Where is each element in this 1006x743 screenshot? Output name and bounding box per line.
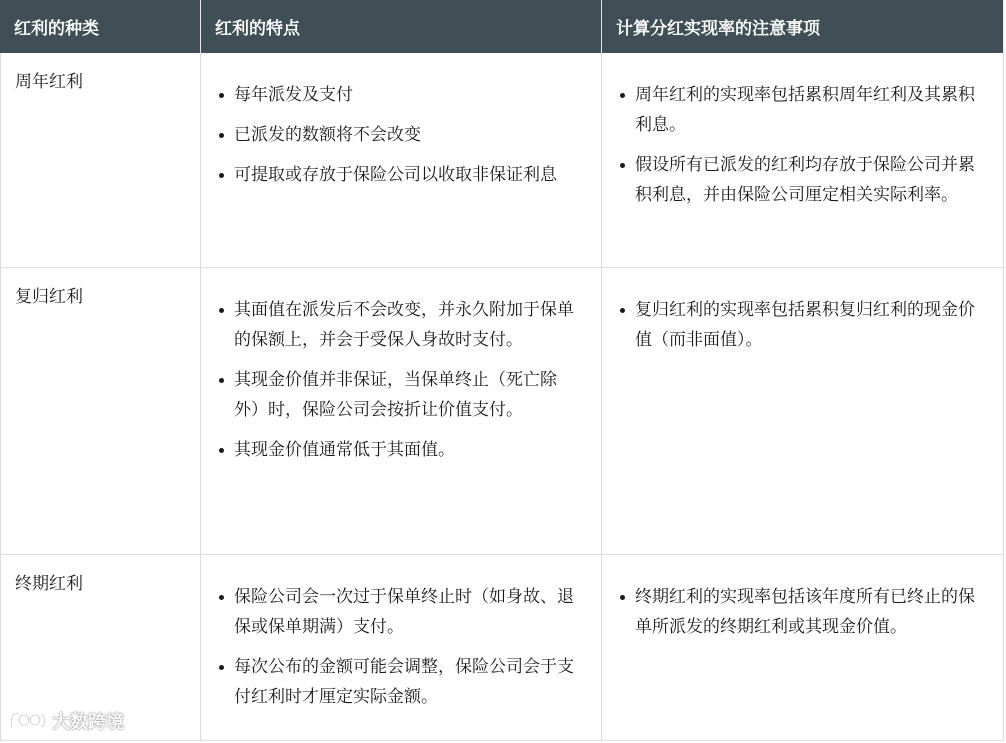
row-annual-features xyxy=(201,53,602,268)
list-item: 其现金价值并非保证，当保单终止（死亡除外）时，保险公司会按折让价值支付。 xyxy=(215,365,577,425)
row-terminal-features xyxy=(201,555,602,741)
row-terminal-type: 终期红利 xyxy=(0,555,201,741)
watermark xyxy=(8,708,124,734)
row-terminal-notes xyxy=(602,555,1004,741)
bullet-icon xyxy=(215,160,234,190)
bullet-icon xyxy=(215,80,234,110)
list-item: 已派发的数额将不会改变 xyxy=(215,120,577,150)
bullet-icon xyxy=(215,120,234,150)
list-item: 每年派发及支付 xyxy=(215,80,577,110)
list-item: 保险公司会一次过于保单终止时（如身故、退保或保单期满）支付。 xyxy=(215,582,577,642)
watermark-text: 大数跨境 xyxy=(52,712,124,733)
list-item: 周年红利的实现率包括累积周年红利及其累积利息。 xyxy=(616,80,979,140)
list-item: 复归红利的实现率包括累积复归红利的现金价值（而非面值）。 xyxy=(616,295,979,355)
header-dividend-type: 红利的种类 xyxy=(0,0,201,53)
bullet-icon xyxy=(215,365,234,395)
row-annual-notes xyxy=(602,53,1004,268)
row-annual-type: 周年红利 xyxy=(0,53,201,268)
list-item: 终期红利的实现率包括该年度所有已终止的保单所派发的终期红利或其现金价值。 xyxy=(616,582,979,642)
dashuju-logo-icon xyxy=(8,709,48,733)
bullet-icon xyxy=(616,150,635,180)
bullet-icon xyxy=(215,652,234,682)
bullet-icon xyxy=(215,582,234,612)
row-reversionary-notes xyxy=(602,268,1004,555)
bullet-icon xyxy=(616,295,635,325)
header-calculation-notes: 计算分红实现率的注意事项 xyxy=(602,0,1004,53)
bullet-icon xyxy=(616,582,635,612)
list-item: 每次公布的金额可能会调整，保险公司会于支付红利时才厘定实际金额。 xyxy=(215,652,577,712)
bullet-icon xyxy=(616,80,635,110)
header-dividend-features: 红利的特点 xyxy=(201,0,602,53)
row-reversionary-type: 复归红利 xyxy=(0,268,201,555)
row-reversionary-features xyxy=(201,268,602,555)
list-item: 其现金价值通常低于其面值。 xyxy=(215,435,577,465)
bullet-icon xyxy=(215,435,234,465)
list-item: 假设所有已派发的红利均存放于保险公司并累积利息，并由保险公司厘定相关实际利率。 xyxy=(616,150,979,210)
list-item: 其面值在派发后不会改变，并永久附加于保单的保额上，并会于受保人身故时支付。 xyxy=(215,295,577,355)
bullet-icon xyxy=(215,295,234,325)
list-item: 可提取或存放于保险公司以收取非保证利息 xyxy=(215,160,577,190)
